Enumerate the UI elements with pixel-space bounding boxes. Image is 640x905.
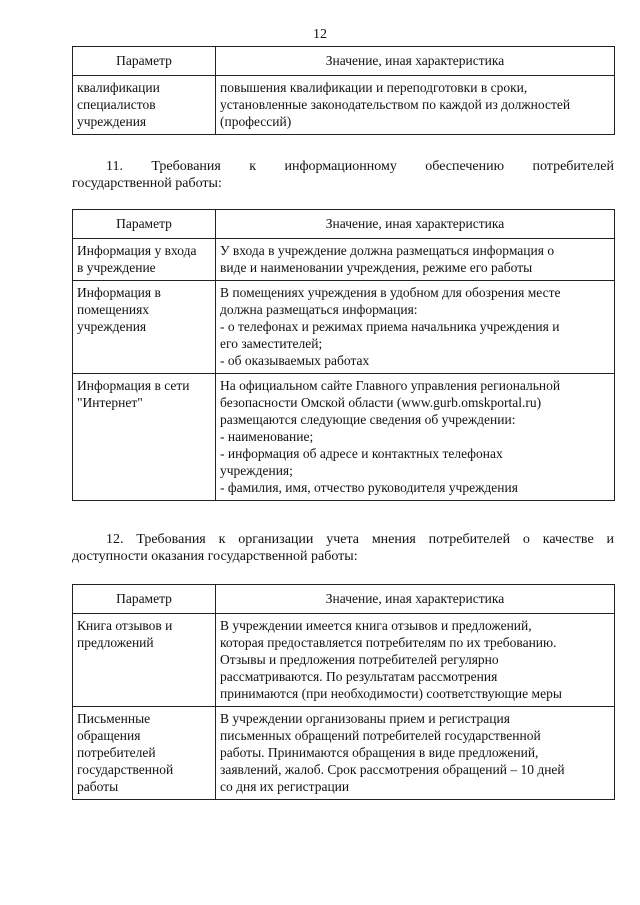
section-word: к	[249, 159, 257, 174]
section-word: мнения	[371, 532, 416, 547]
value-line: принимаются (при необходимости) соответствующие меры	[220, 686, 562, 701]
value-line: виде и наименовании учреждения, режиме его работы	[220, 260, 533, 275]
section-word: обеспечению	[425, 159, 505, 174]
section-word: 12.	[106, 532, 124, 547]
section-12-line-1	[72, 531, 614, 548]
param-cell	[73, 614, 216, 707]
value-line: работы. Принимаются обращения в виде предложений,	[220, 745, 539, 760]
header-param: Параметр	[73, 47, 216, 76]
param-line: квалификации	[77, 80, 160, 95]
section-12-heading	[72, 531, 614, 565]
section-11-line-1	[72, 158, 614, 175]
section-word: и	[606, 532, 614, 547]
param-line: Письменные	[77, 711, 151, 726]
value-line: учреждения;	[220, 463, 293, 478]
table-row	[73, 239, 615, 281]
value-line: На официальном сайте Главного управления региональной	[220, 378, 561, 393]
value-line: (профессий)	[220, 114, 292, 129]
value-cell	[216, 374, 615, 501]
param-line: учреждения	[77, 114, 147, 129]
section-word: 11.	[106, 159, 123, 174]
header-value: Значение, иная характеристика	[216, 210, 615, 239]
param-line: работы	[77, 779, 119, 794]
value-line: - о телефонах и режимах приема начальника учреждения и	[220, 319, 560, 334]
param-line: "Интернет"	[77, 395, 143, 410]
value-line: которая предоставляется потребителям по их требованию.	[220, 635, 557, 650]
section-11-heading	[72, 158, 614, 192]
value-line: - фамилия, имя, отчество руководителя учреждения	[220, 480, 518, 495]
header-param: Параметр	[73, 585, 216, 614]
table-header-row	[73, 210, 615, 239]
section-word: информационному	[284, 159, 397, 174]
header-value: Значение, иная характеристика	[216, 585, 615, 614]
value-line: безопасности Омской области (www.gurb.omskportal.ru)	[220, 395, 542, 410]
param-line: государственной	[77, 762, 174, 777]
value-line: У входа в учреждение должна размещаться информация о	[220, 243, 555, 258]
section-word: качестве	[542, 532, 594, 547]
section-word: Требования	[136, 532, 206, 547]
section-word: потребителей	[532, 159, 614, 174]
table-row	[73, 76, 615, 135]
table-row	[73, 614, 615, 707]
param-line: в учреждение	[77, 260, 156, 275]
table-feedback	[72, 584, 615, 800]
value-line: - наименование;	[220, 429, 314, 444]
value-line: В учреждении организованы прием и регистрация	[220, 711, 510, 726]
value-line: размещаются следующие сведения об учреждении:	[220, 412, 516, 427]
section-word: потребителей	[428, 532, 511, 547]
page-number: 12	[313, 27, 327, 42]
value-cell	[216, 76, 615, 135]
param-line: специалистов	[77, 97, 156, 112]
value-cell	[216, 707, 615, 800]
value-line: рассматриваются. По результатам рассмотрения	[220, 669, 498, 684]
table-header-row	[73, 47, 615, 76]
value-cell	[216, 239, 615, 281]
section-12-line-2: доступности оказания государственной работы:	[72, 549, 358, 564]
section-word: Требования	[151, 159, 221, 174]
param-cell	[73, 76, 216, 135]
value-cell	[216, 281, 615, 374]
param-line: Информация у входа	[77, 243, 197, 258]
value-line: - об оказываемых работах	[220, 353, 370, 368]
value-line: В помещениях учреждения в удобном для обозрения месте	[220, 285, 561, 300]
param-cell	[73, 281, 216, 374]
table-row	[73, 707, 615, 800]
param-line: учреждения	[77, 319, 147, 334]
value-line: установленные законодательством по каждой из должностей	[220, 97, 571, 112]
value-line: В учреждении имеется книга отзывов и предложений,	[220, 618, 532, 633]
value-line: - информация об адресе и контактных телефонах	[220, 446, 503, 461]
table-information	[72, 209, 615, 501]
value-line: его заместителей;	[220, 336, 323, 351]
param-line: Книга отзывов и	[77, 618, 173, 633]
value-line: заявлений, жалоб. Срок рассмотрения обращений – 10 дней	[220, 762, 565, 777]
param-cell	[73, 239, 216, 281]
value-line: письменных обращений потребителей государственной	[220, 728, 541, 743]
value-line: со дня их регистрации	[220, 779, 350, 794]
param-cell	[73, 707, 216, 800]
table-row	[73, 281, 615, 374]
table-header-row	[73, 585, 615, 614]
value-cell	[216, 614, 615, 707]
value-line: Отзывы и предложения потребителей регулярно	[220, 652, 499, 667]
section-word: организации	[238, 532, 314, 547]
param-line: Информация в сети	[77, 378, 190, 393]
header-value: Значение, иная характеристика	[216, 47, 615, 76]
section-word: о	[522, 532, 530, 547]
section-word: учета	[326, 532, 359, 547]
section-11-line-2: государственной работы:	[72, 176, 222, 191]
table-continuation	[72, 46, 615, 135]
section-word: к	[218, 532, 226, 547]
param-line: потребителей	[77, 745, 156, 760]
param-line: Информация в	[77, 285, 161, 300]
value-line: должна размещаться информация:	[220, 302, 418, 317]
header-param: Параметр	[73, 210, 216, 239]
param-line: обращения	[77, 728, 141, 743]
param-line: помещениях	[77, 302, 150, 317]
table-row	[73, 374, 615, 501]
param-line: предложений	[77, 635, 154, 650]
param-cell	[73, 374, 216, 501]
value-line: повышения квалификации и переподготовки в сроки,	[220, 80, 528, 95]
